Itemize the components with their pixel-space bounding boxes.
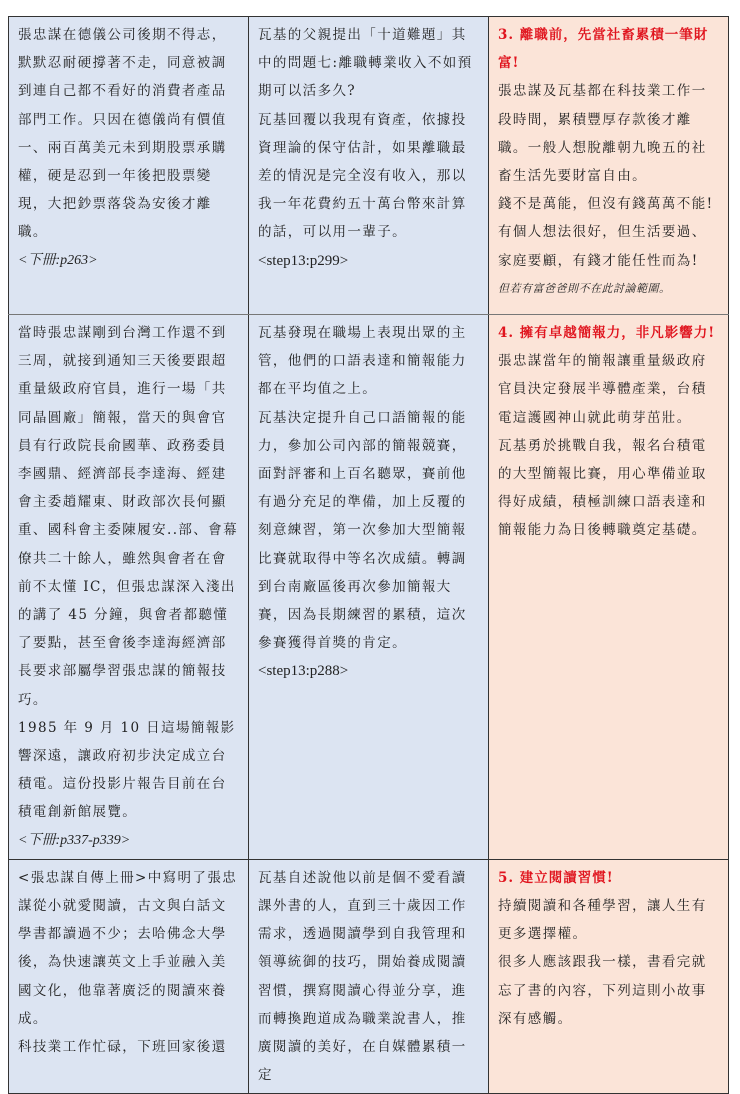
cell-waji <box>249 17 489 315</box>
cell-morris-chang <box>9 859 249 1094</box>
paragraph: 1985 年 9 月 10 日這場簡報影響深遠，讓政府初步決定成立台積電。這份投影片報告目前在台積電創新館展覽。 <box>18 719 236 821</box>
paragraph: 瓦基自述說他以前是個不愛看讀課外書的人，直到三十歲因工作需求，透過閱讀學到自我管理和領導統御的技巧，開始養成閱讀習慣，撰寫閱讀心得並分享，進而轉換跑道成為職業說書人，推廣閱讀的美好，在自媒體累積一定 <box>258 869 467 1084</box>
paragraph: 當時張忠謀剛到台灣工作還不到三周，就接到通知三天後要跟超重量級政府官員，進行一場「共同晶圓廠」簡報，當天的與會官員有行政院長俞國華、政務委員李國鼎、經濟部長李達海、經建會主委趙耀東、財政部次長何顯重、國科會主委陳履安..部、會幕僚共二十餘人，雖然與會者在會前不太懂 IC，但張忠謀深入淺出的講了 45 分鐘，與會者都聽懂了要點，甚至會後李達海經濟部長要求部屬學習張忠謀的簡報技巧。 <box>18 325 238 708</box>
table-row <box>9 859 729 1094</box>
table-row <box>9 315 729 860</box>
cell-waji <box>249 859 489 1094</box>
cell-morris-chang <box>9 315 249 860</box>
cell-waji <box>249 315 489 860</box>
footnote: 但若有富爸爸則不在此討論範圍。 <box>498 281 671 295</box>
paragraph: 錢不是萬能，但沒有錢萬萬不能!有個人想法很好，但生活要過、家庭要顧，有錢才能任性而為! <box>498 196 714 269</box>
paragraph: 瓦基發現在職場上表現出眾的主管，他們的口語表達和簡報能力都在平均值之上。 <box>258 325 467 398</box>
paragraph: <張忠謀自傳上冊>中寫明了張忠謀從小就愛閱讀，古文與白話文學書都讀過不少；去哈佛念大學後，為快速讓英文上手並融入美國文化，他靠著廣泛的閱讀來養成。 <box>18 869 238 1027</box>
cell-morris-chang <box>9 17 249 315</box>
page-reference: <step13:p299> <box>258 252 349 269</box>
cell-takeaway <box>489 17 729 315</box>
page-reference: <下冊:p263> <box>18 252 98 268</box>
paragraph: 瓦基的父親提出「十道難題」其中的問題七:離職轉業收入不如預期可以活多久? <box>258 27 473 100</box>
page-reference: <下冊:p337-p339> <box>18 832 131 848</box>
paragraph: 張忠謀當年的簡報讓重量級政府官員決定發展半導體產業，台積電這護國神山就此萌芽茁壯。 <box>498 353 707 426</box>
takeaway-heading: 5. 建立閱讀習慣! <box>498 869 614 886</box>
paragraph: 張忠謀在德儀公司後期不得志，默默忍耐硬撐著不走，同意被調到連自己都不看好的消費者產品部門工作。只因在德儀尚有價值一、兩百萬美元未到期股票承購權，硬是忍到一年後把股票變現，大把鈔票落袋為安後才離職。 <box>18 27 227 241</box>
cell-takeaway <box>489 315 729 860</box>
paragraph: 瓦基決定提升自己口語簡報的能力，參加公司內部的簡報競賽，面對評審和上百名聽眾，賽前他有過分充足的準備，加上反覆的刻意練習，第一次參加大型簡報比賽就取得中等名次成績。轉調到台南廠區後再次參加簡報大賽，因為長期練習的累積，這次參賽獲得首獎的肯定。 <box>258 409 467 652</box>
cell-takeaway <box>489 859 729 1094</box>
paragraph: 張忠謀及瓦基都在科技業工作一段時間，累積豐厚存款後才離職。一般人想脫離朝九晚五的社畜生活先要財富自由。 <box>498 83 707 185</box>
takeaway-heading: 3. 離職前，先當社畜累積一筆財富! <box>498 27 709 72</box>
paragraph: 瓦基回覆以我現有資產，依據投資理論的保守估計，如果離職最差的情況是完全沒有收入，那以我一年花費約五十萬台幣來計算的話，可以用一輩子。 <box>258 111 467 241</box>
paragraph: 瓦基勇於挑戰自我，報名台積電的大型簡報比賽，用心準備並取得好成績，積極訓練口語表達和簡報能力為日後轉職奠定基礎。 <box>498 437 707 539</box>
table-row <box>9 17 729 315</box>
paragraph: 很多人應該跟我一樣，書看完就忘了書的內容，下列這則小故事深有感觸。 <box>498 954 707 1027</box>
paragraph: 持續閱讀和各種學習，讓人生有更多選擇權。 <box>498 898 707 943</box>
comparison-table <box>8 16 729 1094</box>
paragraph: 科技業工作忙碌，下班回家後還 <box>18 1039 227 1056</box>
takeaway-heading: 4. 擁有卓越簡報力，非凡影響力! <box>498 325 716 341</box>
page-reference: <step13:p288> <box>258 663 349 680</box>
